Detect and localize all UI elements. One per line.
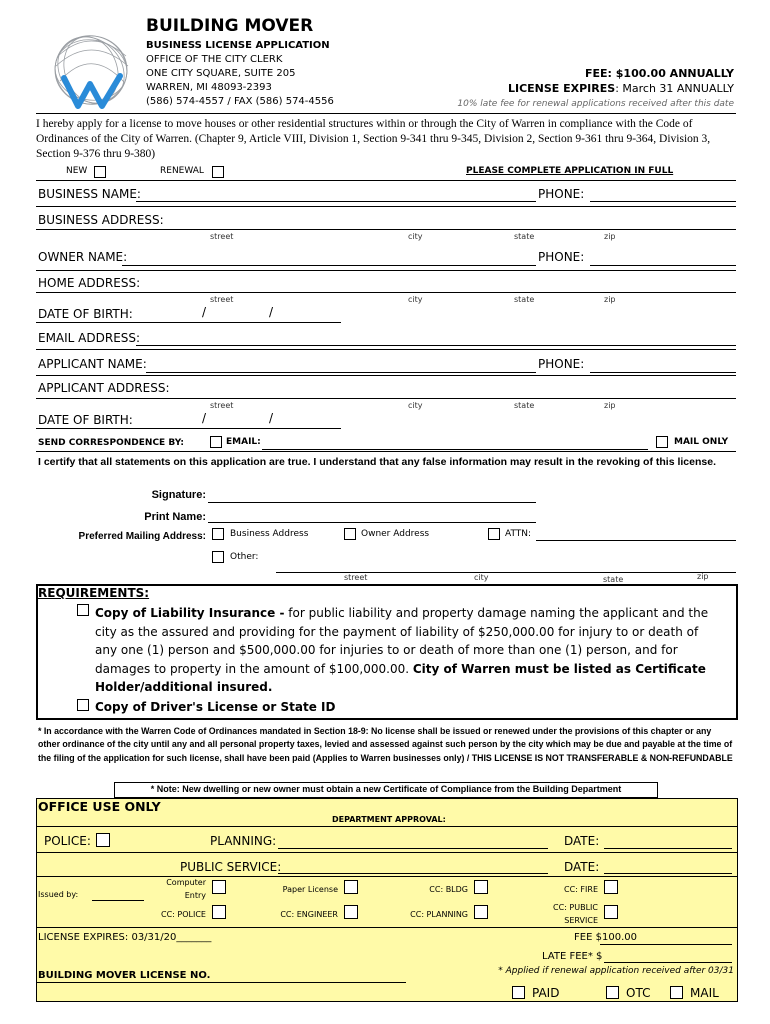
cc-bldg-checkbox[interactable] <box>474 880 488 894</box>
office-divider <box>36 826 738 827</box>
home-address-field[interactable] <box>36 292 736 293</box>
liability-line-5: Holder/additional insured. <box>95 680 273 695</box>
applicant-dob-label: DATE OF BIRTH: <box>38 413 133 427</box>
row-divider <box>36 451 736 452</box>
cc-public-service-checkbox[interactable] <box>604 905 618 919</box>
applicant-dob-slash-2: / <box>269 411 274 425</box>
page-title: BUILDING MOVER <box>146 16 314 36</box>
cc-fire-label: CC: FIRE <box>564 885 598 894</box>
business-address-checkbox[interactable] <box>212 528 224 540</box>
requirements-title: REQUIREMENTS: <box>38 586 150 600</box>
certify-statement: I certify that all statements on this application are true. I understand that any false information may result in the revoking of this license. <box>38 456 716 468</box>
other-street-sub: street <box>344 573 368 582</box>
cc-public-service-label-1: CC: PUBLIC <box>553 903 598 912</box>
police-label: POLICE: <box>44 834 91 848</box>
fee-text: FEE: $100.00 ANNUALLY <box>584 67 734 80</box>
liability-line-4a: damages to property in the amount of $100,000.00. <box>95 661 413 676</box>
business-zip-sub: zip <box>604 232 616 241</box>
office-use-title: OFFICE USE ONLY <box>38 799 161 814</box>
row-divider <box>36 349 736 350</box>
intro-paragraph: I hereby apply for a license to move houses or other residential structures within or through the City of Warren in compliance with the Code of Ordinances of the City of Warren. (Chapter 9, Article VIII, Division 1, Section 9-341 thru 9-345, Division 2, Section 9-361 thru 9-364, Division 3, Section 9-376 thru 9-380) <box>36 118 711 160</box>
other-checkbox[interactable] <box>212 551 224 563</box>
email-address-label: EMAIL ADDRESS: <box>38 331 141 345</box>
other-state-sub: state <box>603 575 624 584</box>
planning-label: PLANNING: <box>210 834 277 848</box>
planning-date-label: DATE: <box>564 834 600 848</box>
business-state-sub: state <box>514 232 535 241</box>
paid-label: PAID <box>532 986 560 1000</box>
business-address-label: BUSINESS ADDRESS: <box>38 213 164 227</box>
applicant-address-field[interactable] <box>36 398 736 399</box>
department-approval-label: DEPARTMENT APPROVAL: <box>332 815 446 824</box>
applicant-street-sub: street <box>210 401 234 410</box>
correspondence-email-field[interactable] <box>262 449 648 450</box>
drivers-license-checkbox[interactable] <box>77 699 89 711</box>
cc-bldg-label: CC: BLDG <box>429 885 468 894</box>
email-address-field[interactable] <box>136 345 736 346</box>
planning-field[interactable] <box>278 848 548 849</box>
business-phone-field[interactable] <box>590 201 736 202</box>
fee-office-label: FEE $ <box>574 932 602 943</box>
business-street-sub: street <box>210 232 234 241</box>
license-expires-office: LICENSE EXPIRES: 03/31/20_______ <box>38 932 212 943</box>
applicant-name-field[interactable] <box>146 372 536 373</box>
public-service-field[interactable] <box>278 873 548 874</box>
renewal-label: RENEWAL <box>160 166 204 176</box>
email-checkbox[interactable] <box>210 436 222 448</box>
applicant-dob-slash-1: / <box>202 411 207 425</box>
type-divider <box>36 180 736 181</box>
email-option-label: EMAIL: <box>226 437 261 447</box>
issued-by-field[interactable] <box>92 900 144 901</box>
office-divider <box>36 927 738 928</box>
applicant-dob-field[interactable] <box>36 428 341 429</box>
mail-only-checkbox[interactable] <box>656 436 668 448</box>
city-of-warren-logo <box>50 26 132 112</box>
print-name-label: Print Name: <box>144 511 206 523</box>
signature-label: Signature: <box>151 489 206 501</box>
attn-option: ATTN: <box>505 529 532 539</box>
computer-entry-label-1: Computer <box>166 878 206 887</box>
applicant-name-label: APPLICANT NAME: <box>38 357 147 371</box>
new-label: NEW <box>66 166 88 176</box>
business-name-label: BUSINESS NAME: <box>38 187 141 201</box>
applicant-zip-sub: zip <box>604 401 616 410</box>
complete-notice: PLEASE COMPLETE APPLICATION IN FULL <box>466 166 674 176</box>
signature-field[interactable] <box>208 502 536 503</box>
preferred-mailing-label: Preferred Mailing Address: <box>78 531 206 542</box>
owner-dob-slash-1: / <box>202 305 207 319</box>
business-city-sub: city <box>408 232 423 241</box>
home-state-sub: state <box>514 295 535 304</box>
liability-line-2: city as the assured and providing for the payment of liability of $250,000.00 for injury to or death of <box>95 624 699 639</box>
home-street-sub: street <box>210 295 234 304</box>
header-divider <box>36 113 736 114</box>
applicant-city-sub: city <box>408 401 423 410</box>
late-fee-label: LATE FEE* $ <box>542 951 603 962</box>
new-checkbox[interactable] <box>94 166 106 178</box>
office-phone: (586) 574-4557 / FAX (586) 574-4556 <box>146 96 334 107</box>
business-address-option: Business Address <box>230 529 309 539</box>
public-service-label: PUBLIC SERVICE: <box>180 860 282 874</box>
applied-late-note: * Applied if renewal application received after 03/31 <box>498 966 734 976</box>
cc-police-label: CC: POLICE <box>161 910 206 919</box>
row-divider <box>36 375 736 376</box>
computer-entry-checkbox[interactable] <box>212 880 226 894</box>
row-divider <box>36 206 736 207</box>
liability-insurance-checkbox[interactable] <box>77 604 89 616</box>
attn-field[interactable] <box>536 540 736 541</box>
paper-license-label: Paper License <box>282 885 338 894</box>
cc-planning-label: CC: PLANNING <box>410 910 468 919</box>
business-phone-label: PHONE: <box>538 187 585 201</box>
owner-address-option: Owner Address <box>361 529 430 539</box>
computer-entry-label-2: Entry <box>184 891 206 900</box>
license-expires-value: : March 31 ANNUALLY <box>615 82 734 95</box>
page-subtitle: BUSINESS LICENSE APPLICATION <box>146 40 330 51</box>
attn-checkbox[interactable] <box>488 528 500 540</box>
mail-label: MAIL <box>690 986 719 1000</box>
applicant-state-sub: state <box>514 401 535 410</box>
print-name-field[interactable] <box>208 522 536 523</box>
cc-police-checkbox[interactable] <box>212 905 226 919</box>
business-name-field[interactable] <box>136 201 536 202</box>
home-zip-sub: zip <box>604 295 616 304</box>
owner-address-checkbox[interactable] <box>344 528 356 540</box>
paper-license-checkbox[interactable] <box>344 880 358 894</box>
office-divider <box>36 852 738 853</box>
cc-public-service-label-2: SERVICE <box>564 916 598 925</box>
certificate-note: * Note: New dwelling or new owner must obtain a new Certificate of Compliance from the Building Department <box>150 784 622 794</box>
planning-date-field[interactable] <box>604 848 732 849</box>
license-number-field[interactable] <box>36 982 406 983</box>
late-fee-field[interactable] <box>604 962 732 963</box>
mail-only-label: MAIL ONLY <box>674 437 729 447</box>
liability-title: Copy of Liability Insurance - <box>95 606 285 620</box>
correspondence-label: SEND CORRESPONDENCE BY: <box>38 438 185 448</box>
owner-dob-label: DATE OF BIRTH: <box>38 307 133 321</box>
row-divider <box>36 270 736 271</box>
paid-checkbox[interactable] <box>512 986 525 999</box>
other-zip-sub: zip <box>697 572 709 581</box>
owner-name-field[interactable] <box>122 265 536 266</box>
otc-label: OTC <box>626 986 651 1000</box>
license-number-label: BUILDING MOVER LICENSE NO. <box>38 970 211 981</box>
office-address-2: WARREN, MI 48093-2393 <box>146 82 272 93</box>
public-service-date-field[interactable] <box>604 873 732 874</box>
requirement-drivers-license: Copy of Driver's License or State ID <box>95 700 336 714</box>
cc-fire-checkbox[interactable] <box>604 880 618 894</box>
renewal-checkbox[interactable] <box>212 166 224 178</box>
business-address-field[interactable] <box>36 229 736 230</box>
liability-line-3: any one (1) person and $500,000.00 for injuries to or death of more than one (1) person, and for <box>95 643 678 658</box>
fee-field[interactable] <box>600 944 732 945</box>
owner-dob-slash-2: / <box>269 305 274 319</box>
other-option: Other: <box>230 552 259 562</box>
home-city-sub: city <box>408 295 423 304</box>
license-expires-text <box>508 82 734 95</box>
license-expires-label: LICENSE EXPIRES <box>507 82 616 95</box>
liability-line-1: for public liability and property damage naming the applicant and the <box>284 606 709 620</box>
otc-checkbox[interactable] <box>606 986 619 999</box>
public-service-date-label: DATE: <box>564 860 600 874</box>
applicant-address-label: APPLICANT ADDRESS: <box>38 381 170 395</box>
owner-name-label: OWNER NAME: <box>38 250 128 264</box>
requirement-liability <box>95 604 708 697</box>
office-address-1: ONE CITY SQUARE, SUITE 205 <box>146 68 296 79</box>
liability-line-4b: City of Warren must be listed as Certificate <box>412 661 706 676</box>
applicant-phone-field[interactable] <box>590 372 736 373</box>
other-city-sub: city <box>474 573 489 582</box>
ordinance-notice: * In accordance with the Warren Code of Ordinances mandated in Section 18-9: No license shall be issued or renewed under the provisions of this chapter or any other ordinance of the city until any and all personal property taxes, levied and assessed against such person by the city which may be due and payable at the time of the filing of the application for such license, shall have been paid (Applies to Warren businesses only) / THIS LICENSE IS NOT TRANSFERABLE & NON-REFUNDABLE <box>38 726 733 763</box>
owner-phone-label: PHONE: <box>538 250 585 264</box>
fee-office-value: 100.00 <box>602 932 637 943</box>
office-divider <box>36 876 738 877</box>
cc-engineer-checkbox[interactable] <box>344 905 358 919</box>
office-name: OFFICE OF THE CITY CLERK <box>146 54 283 65</box>
applicant-phone-label: PHONE: <box>538 357 585 371</box>
owner-dob-field[interactable] <box>36 322 341 323</box>
issued-by-label: Issued by: <box>38 890 79 899</box>
late-fee-notice: 10% late fee for renewal applications received after this date <box>457 99 734 109</box>
cc-engineer-label: CC: ENGINEER <box>280 910 338 919</box>
owner-phone-field[interactable] <box>590 265 736 266</box>
home-address-label: HOME ADDRESS: <box>38 276 141 290</box>
mail-checkbox[interactable] <box>670 986 683 999</box>
cc-planning-checkbox[interactable] <box>474 905 488 919</box>
police-approval-checkbox[interactable] <box>96 833 110 847</box>
